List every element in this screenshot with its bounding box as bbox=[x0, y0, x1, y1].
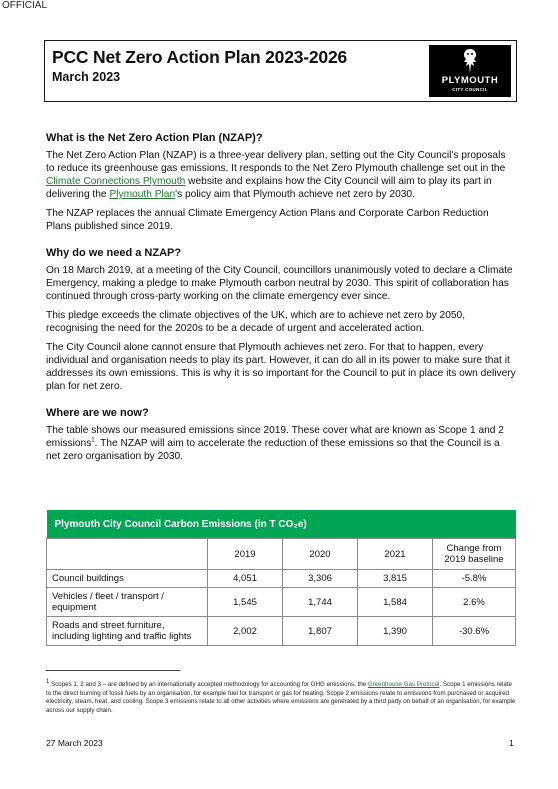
paragraph bbox=[46, 424, 516, 463]
climate-connections-link[interactable]: Climate Connections Plymouth bbox=[46, 176, 186, 187]
paragraph: This pledge exceeds the climate objectives of the UK, which are to achieve net zero by 2050, recognising the need for the 2020s to be a decade of urgent and accelerated action. bbox=[46, 310, 466, 334]
table-cell: 2.6% bbox=[433, 588, 516, 617]
table-row bbox=[47, 570, 516, 588]
text: website and explains how the City Council will aim to play its part in delivering the bbox=[46, 176, 492, 200]
crest-icon bbox=[460, 48, 480, 74]
section-heading: Why do we need a NZAP? bbox=[46, 247, 182, 259]
footnote bbox=[46, 678, 516, 715]
paragraph bbox=[46, 149, 516, 201]
section-heading: Where are we now? bbox=[46, 407, 149, 419]
table-cell: 1,390 bbox=[358, 617, 433, 646]
logo-name: PLYMOUTH bbox=[441, 75, 499, 86]
text: The Net Zero Action Plan (NZAP) is a three-year delivery plan, setting out the City Council's proposals to reduce its greenhouse gas emissions. It responds to the Net Zero Plymouth challenge set out in the bbox=[46, 150, 506, 174]
paragraph: The NZAP replaces the annual Climate Emergency Action Plans and Corporate Carbon Reduction Plans published since 2019. bbox=[46, 208, 489, 232]
main-content bbox=[46, 132, 516, 477]
plymouth-logo bbox=[429, 45, 511, 97]
plymouth-plan-link[interactable]: Plymouth Plan bbox=[109, 189, 176, 200]
table-cell: Council buildings bbox=[47, 570, 208, 588]
table-cell: 2,002 bbox=[208, 617, 283, 646]
text: . The NZAP will aim to accelerate the reduction of these emissions so that the Council is a net zero organisation by 2030. bbox=[46, 438, 500, 462]
table-cell: -5.8% bbox=[433, 570, 516, 588]
table-header-cell bbox=[47, 539, 208, 570]
section-where-now bbox=[46, 407, 516, 463]
footer-date: 27 March 2023 bbox=[46, 738, 103, 748]
table-cell: -30.6% bbox=[433, 617, 516, 646]
section-why-nzap bbox=[46, 247, 516, 393]
table-header-cell: 2020 bbox=[283, 539, 358, 570]
footnote-text: . Scope 1 emissions relate to the direct burning of fossil fuels by an organisation, for example fuel for transport or gas for heating. Scope 2 emissions relate to emissions from purchased or acquired electricity, steam, heat, and cooling. Scope 3 emissions relate to all other activities where emissions are generated by a third party on behalf of an organisation, for example across our supply chain. bbox=[46, 681, 516, 714]
paragraph: On 18 March 2019, at a meeting of the City Council, councillors unanimously voted to declare a Climate Emergency, making a pledge to make Plymouth carbon neutral by 2030. This spirit of collaboration has continued through cross-party working on the climate emergency ever since. bbox=[46, 265, 513, 302]
document-date: March 2023 bbox=[52, 70, 121, 84]
table-cell: 1,584 bbox=[358, 588, 433, 617]
table-caption: Plymouth City Council Carbon Emissions (in T CO₂e) bbox=[47, 510, 516, 539]
table-header-cell: 2019 bbox=[208, 539, 283, 570]
table-header-cell: Change from 2019 baseline bbox=[433, 539, 516, 570]
table-row bbox=[47, 617, 516, 646]
paragraph: The City Council alone cannot ensure that Plymouth achieves net zero. For that to happen, every individual and organisation needs to play its part. However, it can do all in its power to make sure that it addresses its own emissions. This is why it is so important for the Council to put in place its own delivery plan for net zero. bbox=[46, 342, 516, 392]
table-row bbox=[47, 588, 516, 617]
greenhouse-gas-protocol-link[interactable]: Greenhouse Gas Protocol bbox=[367, 681, 440, 688]
emissions-table bbox=[46, 510, 516, 646]
logo-subtitle: CITY COUNCIL bbox=[452, 87, 488, 92]
section-heading: What is the Net Zero Action Plan (NZAP)? bbox=[46, 132, 263, 144]
footnote-divider bbox=[46, 670, 180, 671]
table-cell: 3,815 bbox=[358, 570, 433, 588]
page-number: 1 bbox=[509, 738, 514, 748]
table-cell: 1,744 bbox=[283, 588, 358, 617]
document-title: PCC Net Zero Action Plan 2023-2026 bbox=[52, 47, 348, 67]
text: The table shows our measured emissions since 2019. These cover what are known as Scope 1 and 2 emissions bbox=[46, 425, 504, 449]
table-header-cell: 2021 bbox=[358, 539, 433, 570]
footnote-ref[interactable]: 1 bbox=[91, 437, 95, 444]
table-header-row bbox=[47, 539, 516, 570]
table-cell: 4,051 bbox=[208, 570, 283, 588]
table-cell: Roads and street furniture, including lighting and traffic lights bbox=[47, 617, 208, 646]
classification-label: OFFICIAL bbox=[2, 0, 48, 11]
table-cell: 3,306 bbox=[283, 570, 358, 588]
text: 's policy aim that Plymouth achieve net zero by 2030. bbox=[175, 189, 415, 200]
table-cell: 1,545 bbox=[208, 588, 283, 617]
footnote-text: Scopes 1, 2 and 3 – are defined by an internationally accepted methodology for accounting for GHG emissions, the bbox=[49, 681, 368, 688]
title-box bbox=[44, 40, 517, 102]
table-cell: 1,807 bbox=[283, 617, 358, 646]
footnote-number: 1 bbox=[46, 678, 50, 685]
table-cell: Vehicles / fleet / transport / equipment bbox=[47, 588, 208, 617]
section-what-is-nzap bbox=[46, 132, 516, 233]
